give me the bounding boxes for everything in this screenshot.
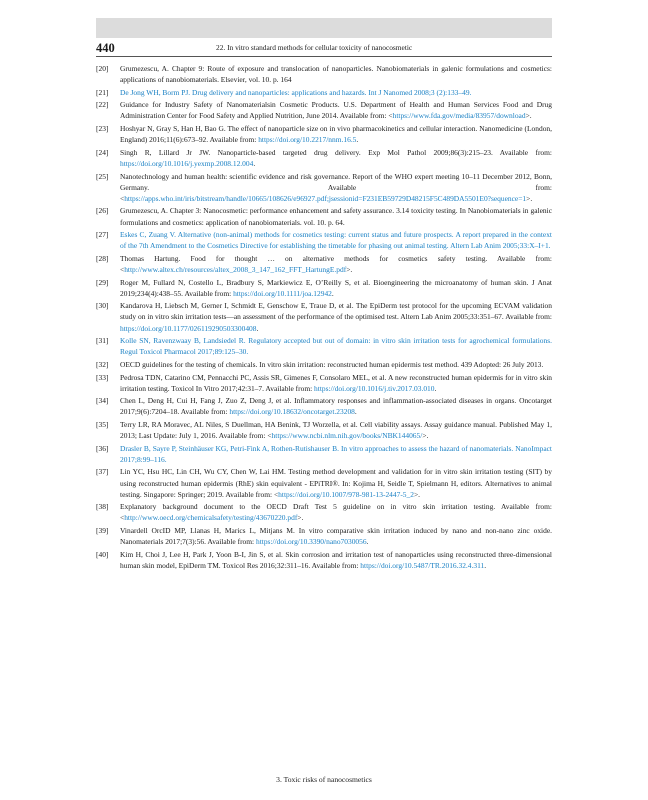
reference-text <box>120 502 552 522</box>
reference-number: [24] <box>96 147 109 157</box>
reference-list <box>96 63 552 573</box>
reference-citation: Terry LR, RA Moravec, AL Niles, S Duellman, HA Benink, TJ Worzella, et al. Cell viability assays. Assay guidance manual. Published May 1, 2013; Last Update: July 1, 2016. Available from: < <box>120 420 552 441</box>
reference-item <box>96 277 552 299</box>
reference-citation: Hoshyar N, Gray S, Han H, Bao G. The effect of nanoparticle size on in vivo pharmacokinetics and cellular interaction. Nanomedicine (London, England) 2016;11(6):673–92. Available from: <box>120 124 552 145</box>
reference-item <box>96 253 552 275</box>
reference-citation: Chen L, Deng H, Cui H, Fang J, Zuo Z, Deng J, et al. Inflammatory responses and inflammation-associated diseases in organs. Oncotarget 2017;9(6):7204–18. Available from: <box>120 396 552 417</box>
reference-citation[interactable]: Drasler B, Sayre P, Steinhäuser KG, Petri-Fink A, Rothen-Rutishauser B. In vitro approaches to assess the hazard of nanomaterials. NanoImpact 2017;8:99–116. <box>120 443 552 464</box>
reference-citation: Thomas Hartung. Food for thought … on alternative methods for cosmetics safety testing. Available from: < <box>120 253 552 274</box>
reference-item <box>96 63 552 85</box>
reference-item <box>96 171 552 204</box>
reference-link[interactable]: https://apps.who.int/iris/bitstream/handle/10665/108626/e96927.pdf;jsessionid=F231EB59729D48215F5C489DA5501E0?sequence=1 <box>124 193 527 203</box>
reference-citation: Pedrosa TDN, Catarino CM, Pennacchi PC, Assis SR, Gimenes F, Consolaro MEL, et al. A new reconstructed human epidermis for in vitro skin irritation testing. Toxicol In Vitro 2017;42:31–7. Available from: <box>120 372 552 393</box>
reference-citation: Kandarova H, Liebsch M, Gerner I, Schmidt E, Genschow E, Traue D, et al. The EpiDerm test protocol for the upcoming ECVAM validation study on in vitro skin irritation tests—an assessment of the performance of the optimised test. Altern Lab Anim 2005;33:351–67. Available from: <box>120 301 552 322</box>
reference-trailing: >. <box>413 489 421 499</box>
reference-citation: Singh R, Lillard Jr JW. Nanoparticle-based targeted drug delivery. Exp Mol Pathol 2009;86(3):215–23. Available from: <box>120 147 552 157</box>
reference-number: [35] <box>96 420 109 430</box>
reference-link[interactable]: http://www.oecd.org/chemicalsafety/testing/43670220.pdf <box>124 513 298 523</box>
reference-link[interactable]: http://www.altex.ch/resources/altex_2008_3_147_162_FFT_HartungE.pdf <box>124 264 347 274</box>
reference-number: [40] <box>96 549 109 559</box>
footer-section-title: 3. Toxic risks of nanocosmetics <box>276 775 372 784</box>
reference-text <box>120 301 552 332</box>
reference-number: [33] <box>96 372 109 382</box>
reference-citation: Guidance for Industry Safety of Nanomaterialsin Cosmetic Products. U.S. Department of Health and Human Services Food and Drug Administration Center for Food Safety and Applied Nutrition, June 2014. Available from: < <box>120 100 552 121</box>
reference-trailing: . <box>256 323 259 333</box>
page-header <box>96 40 552 56</box>
reference-item <box>96 123 552 145</box>
reference-text <box>120 420 552 440</box>
reference-trailing: . <box>484 560 487 570</box>
reference-citation: Kim H, Choi J, Lee H, Park J, Yoon B-I, Jin S, et al. Skin corrosion and irritation test of nanoparticles using reconstructed three-dimensional human skin model, EpiDerm TM. Toxicol Res 2016;32:311–16. Available from: <box>120 549 552 570</box>
reference-number: [32] <box>96 359 109 369</box>
reference-text <box>120 278 552 298</box>
running-title: 22. In vitro standard methods for cellular toxicity of nanocosmetic <box>216 43 413 52</box>
reference-number: [20] <box>96 64 109 73</box>
page-number: 440 <box>96 41 115 55</box>
reference-text <box>120 550 552 570</box>
reference-trailing: >. <box>422 431 429 441</box>
reference-text <box>120 64 552 84</box>
reference-number: [28] <box>96 253 109 263</box>
reference-item[interactable] <box>96 87 552 98</box>
reference-text <box>120 206 552 226</box>
reference-trailing: >. <box>525 111 532 121</box>
reference-trailing: >. <box>526 193 533 203</box>
reference-item <box>96 466 552 499</box>
reference-link[interactable]: https://doi.org/10.1111/joa.12942 <box>233 288 332 298</box>
reference-number: [31] <box>96 336 109 346</box>
reference-number: [26] <box>96 206 109 216</box>
reference-number: [36] <box>96 443 109 453</box>
reference-item <box>96 359 552 370</box>
reference-text <box>120 148 552 168</box>
reference-number: [25] <box>96 171 109 181</box>
reference-link[interactable]: https://doi.org/10.3390/nano7030056 <box>255 537 367 547</box>
reference-text <box>120 360 543 369</box>
reference-text <box>120 396 552 416</box>
reference-item <box>96 372 552 394</box>
reference-item[interactable] <box>96 443 552 465</box>
reference-trailing: . <box>434 383 437 393</box>
reference-citation[interactable]: De Jong WH, Borm PJ. Drug delivery and nanoparticles: applications and hazards. Int J Nanomed 2008;3 (2):133–49. <box>120 87 472 97</box>
reference-item <box>96 419 552 441</box>
reference-link[interactable]: https://doi.org/10.18632/oncotarget.23208 <box>229 407 355 417</box>
reference-number: [34] <box>96 396 109 406</box>
reference-citation: Grumezescu, A. Chapter 9: Route of exposure and translocation of nanoparticles. Nanobiomaterials in galenic formulations and cosmetics: applications of nanobiomaterials. Elsevier, vol. 10. p. 164 <box>120 64 552 85</box>
reference-text <box>120 444 552 464</box>
reference-citation: Grumezescu, A. Chapter 3: Nanocosmetic: performance enhancement and safety assurance. 3.14 toxicity testing. In Nanobiomaterials in galenic formulations and cosmetics: application of nanobiomaterials. vol. 10. p. 64. <box>120 206 552 227</box>
reference-text <box>120 526 552 546</box>
reference-link[interactable]: https://doi.org/10.1007/978-981-13-2447-5_2 <box>278 489 414 499</box>
reference-number: [38] <box>96 502 109 512</box>
reference-item <box>96 501 552 523</box>
reference-citation[interactable]: Eskes C, Zuang V. Alternative (non-animal) methods for cosmetics testing: current status and future prospects. A report prepared in the context of the 7th Amendment to the Cosmetics Directive for establishing the timetable for phasing out animal testing. Altern Lab Anim 2005;33:X–I+1. <box>120 230 552 251</box>
reference-number: [23] <box>96 124 109 134</box>
reference-item[interactable] <box>96 335 552 357</box>
reference-text <box>120 230 552 250</box>
reference-trailing: >. <box>297 513 304 523</box>
reference-link[interactable]: https://doi.org/10.1016/j.tiv.2017.03.010 <box>314 383 435 393</box>
reference-number: [39] <box>96 526 109 536</box>
reference-number: [29] <box>96 277 109 287</box>
reference-text <box>120 467 552 498</box>
reference-citation: Lin YC, Hsu HC, Lin CH, Wu CY, Chen W, Lai HM. Testing method development and validation for in vitro skin irritation testing (SIT) by using reconstructed human epidermis (RhE) skin equivalent - EPiTRI®. In: Kojima H, Seidle T, Spielmann H, editors. Alternatives to animal testing. Singapore: Springer; 2019. Available from: < <box>120 467 552 499</box>
reference-trailing: . <box>331 288 334 298</box>
reference-text <box>120 172 552 203</box>
reference-item <box>96 147 552 169</box>
reference-link[interactable]: https://www.fda.gov/media/83957/download <box>392 111 526 121</box>
reference-item[interactable] <box>96 229 552 251</box>
reference-citation[interactable]: Kolle SN, Ravenzwaay B, Landsiedel R. Regulatory accepted but out of domain: in vitro skin irritation tests for agrochemical formulations. Regul Toxicol Pharmacol 2017;89:125–30. <box>120 336 552 357</box>
reference-text <box>120 88 471 97</box>
reference-citation: Nanotechnology and human health: scientific evidence and risk governance. Report of the WHO expert meeting 10–11 December 2012, Bonn, Germany. Available from: < <box>120 171 552 203</box>
reference-trailing: . <box>354 407 357 417</box>
reference-item <box>96 205 552 227</box>
reference-trailing: . <box>253 158 256 168</box>
reference-trailing: . <box>366 537 369 547</box>
reference-item <box>96 300 552 333</box>
reference-item <box>96 525 552 547</box>
reference-citation: OECD guidelines for the testing of chemicals. In vitro skin irritation: reconstructed human epidermis test method. 439 Adopted: 26 July 2013. <box>120 359 544 369</box>
reference-link[interactable]: https://doi.org/10.5487/TR.2016.32.4.311 <box>360 560 485 570</box>
reference-text <box>120 254 552 274</box>
header-divider <box>96 56 552 57</box>
reference-item <box>96 549 552 571</box>
reference-number: [21] <box>96 87 109 97</box>
reference-trailing: . <box>356 135 359 145</box>
reference-link[interactable]: https://doi.org/10.1177/026119290503300408 <box>120 323 257 333</box>
reference-link[interactable]: https://doi.org/10.1016/j.yexmp.2008.12.004 <box>120 158 254 168</box>
reference-number: [27] <box>96 230 109 240</box>
reference-number: [22] <box>96 100 109 110</box>
header-bar <box>96 18 552 38</box>
reference-number: [30] <box>96 301 109 311</box>
reference-text <box>120 124 552 144</box>
reference-trailing: >. <box>346 264 353 274</box>
reference-text <box>120 336 552 356</box>
reference-link[interactable]: https://www.ncbi.nlm.nih.gov/books/NBK144065/ <box>271 431 423 441</box>
reference-number: [37] <box>96 467 109 477</box>
reference-citation: Vinardell OrcID MP, Llanas H, Marics L, Mitjans M. In vitro comparative skin irritation induced by nano and non-nano zinc oxide. Nanomaterials 2017;7(3):56. Available from: <box>120 526 552 547</box>
reference-item <box>96 395 552 417</box>
reference-citation: Explanatory background document to the OECD Draft Test 5 guideline on in vitro skin irritation testing. Available from: < <box>120 502 552 523</box>
reference-citation: Roger M, Fullard N, Costello L, Bradbury S, Markiewicz E, O’Reilly S, et al. Bioengineering the microanatomy of human skin. J Anat 2019;234(4):438–55. Available from: <box>120 277 552 298</box>
reference-item <box>96 99 552 121</box>
reference-text <box>120 100 552 120</box>
reference-text <box>120 373 552 393</box>
reference-link[interactable]: https://doi.org/10.2217/nnm.16.5 <box>258 135 357 145</box>
